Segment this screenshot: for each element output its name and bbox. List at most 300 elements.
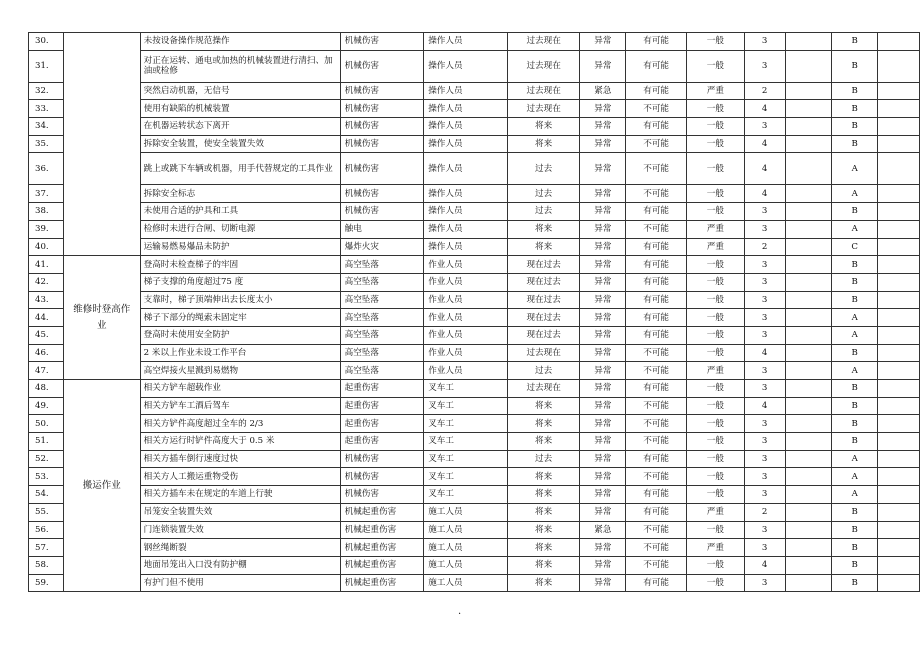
hazard-description: 相关方铲车工酒后驾车 bbox=[140, 397, 340, 415]
remark-cell bbox=[878, 574, 920, 592]
control-grade: B bbox=[832, 273, 878, 291]
likelihood: 不可能 bbox=[626, 539, 687, 557]
table-row bbox=[29, 309, 920, 327]
hazard-description: 在机器运转状态下离开 bbox=[140, 118, 340, 136]
affected-personnel: 作业人员 bbox=[424, 291, 508, 309]
condition-state: 异常 bbox=[580, 203, 626, 221]
condition-state: 异常 bbox=[580, 220, 626, 238]
remark-cell bbox=[878, 100, 920, 118]
affected-personnel: 叉车工 bbox=[424, 450, 508, 468]
control-grade: A bbox=[832, 326, 878, 344]
affected-personnel: 操作人员 bbox=[424, 100, 508, 118]
condition-state: 异常 bbox=[580, 503, 626, 521]
hazard-description: 钢丝绳断裂 bbox=[140, 539, 340, 557]
condition-state: 异常 bbox=[580, 397, 626, 415]
severity: 一般 bbox=[687, 100, 745, 118]
control-grade: B bbox=[832, 100, 878, 118]
risk-level: 3 bbox=[744, 326, 785, 344]
accident-type: 高空坠落 bbox=[340, 326, 424, 344]
risk-level: 3 bbox=[744, 273, 785, 291]
severity: 一般 bbox=[687, 33, 745, 51]
accident-type: 爆炸火灾 bbox=[340, 238, 424, 256]
accident-type: 机械伤害 bbox=[340, 468, 424, 486]
likelihood: 不可能 bbox=[626, 415, 687, 433]
affected-personnel: 作业人员 bbox=[424, 273, 508, 291]
accident-type: 机械伤害 bbox=[340, 33, 424, 51]
affected-personnel: 操作人员 bbox=[424, 238, 508, 256]
remark-cell bbox=[878, 344, 920, 362]
table-row bbox=[29, 153, 920, 185]
time-state: 过去现在 bbox=[507, 380, 580, 398]
risk-level: 4 bbox=[744, 135, 785, 153]
likelihood: 不可能 bbox=[626, 433, 687, 451]
remark-cell bbox=[878, 503, 920, 521]
table-row bbox=[29, 203, 920, 221]
severity: 一般 bbox=[687, 256, 745, 274]
blank-cell bbox=[785, 397, 832, 415]
row-number: 58. bbox=[29, 556, 64, 574]
hazard-description: 相关方人工搬运重物受伤 bbox=[140, 468, 340, 486]
hazard-description: 相关方插车未在规定的车道上行驶 bbox=[140, 486, 340, 504]
likelihood: 有可能 bbox=[626, 486, 687, 504]
likelihood: 有可能 bbox=[626, 380, 687, 398]
likelihood: 有可能 bbox=[626, 50, 687, 82]
blank-cell bbox=[785, 486, 832, 504]
accident-type: 起重伤害 bbox=[340, 433, 424, 451]
risk-level: 3 bbox=[744, 574, 785, 592]
blank-cell bbox=[785, 50, 832, 82]
risk-level: 3 bbox=[744, 362, 785, 380]
affected-personnel: 施工人员 bbox=[424, 521, 508, 539]
row-number: 52. bbox=[29, 450, 64, 468]
hazard-description: 登高时未使用安全防护 bbox=[140, 326, 340, 344]
severity: 严重 bbox=[687, 82, 745, 100]
table-row bbox=[29, 326, 920, 344]
severity: 一般 bbox=[687, 326, 745, 344]
likelihood: 有可能 bbox=[626, 450, 687, 468]
affected-personnel: 叉车工 bbox=[424, 468, 508, 486]
likelihood: 有可能 bbox=[626, 33, 687, 51]
likelihood: 不可能 bbox=[626, 135, 687, 153]
risk-level: 3 bbox=[744, 33, 785, 51]
risk-level: 3 bbox=[744, 50, 785, 82]
row-number: 35. bbox=[29, 135, 64, 153]
hazard-description: 相关方运行时铲件高度大于 0.5 米 bbox=[140, 433, 340, 451]
risk-level: 3 bbox=[744, 450, 785, 468]
severity: 严重 bbox=[687, 503, 745, 521]
blank-cell bbox=[785, 574, 832, 592]
condition-state: 异常 bbox=[580, 415, 626, 433]
control-grade: B bbox=[832, 503, 878, 521]
condition-state: 异常 bbox=[580, 100, 626, 118]
severity: 一般 bbox=[687, 291, 745, 309]
blank-cell bbox=[785, 238, 832, 256]
remark-cell bbox=[878, 433, 920, 451]
hazard-description: 吊笼安全装置失效 bbox=[140, 503, 340, 521]
accident-type: 机械伤害 bbox=[340, 450, 424, 468]
blank-cell bbox=[785, 468, 832, 486]
risk-level: 3 bbox=[744, 203, 785, 221]
hazard-description: 相关方铲件高度超过全车的 2/3 bbox=[140, 415, 340, 433]
severity: 一般 bbox=[687, 486, 745, 504]
condition-state: 异常 bbox=[580, 118, 626, 136]
control-grade: A bbox=[832, 468, 878, 486]
condition-state: 异常 bbox=[580, 556, 626, 574]
affected-personnel: 操作人员 bbox=[424, 118, 508, 136]
accident-type: 高空坠落 bbox=[340, 256, 424, 274]
risk-level: 4 bbox=[744, 185, 785, 203]
condition-state: 异常 bbox=[580, 380, 626, 398]
remark-cell bbox=[878, 415, 920, 433]
accident-type: 机械起重伤害 bbox=[340, 556, 424, 574]
time-state: 将来 bbox=[507, 521, 580, 539]
time-state: 将来 bbox=[507, 238, 580, 256]
blank-cell bbox=[785, 100, 832, 118]
control-grade: B bbox=[832, 380, 878, 398]
row-number: 33. bbox=[29, 100, 64, 118]
severity: 严重 bbox=[687, 238, 745, 256]
blank-cell bbox=[785, 362, 832, 380]
severity: 严重 bbox=[687, 362, 745, 380]
control-grade: B bbox=[832, 291, 878, 309]
likelihood: 有可能 bbox=[626, 203, 687, 221]
risk-level: 3 bbox=[744, 256, 785, 274]
severity: 一般 bbox=[687, 309, 745, 327]
remark-cell bbox=[878, 238, 920, 256]
table-row bbox=[29, 118, 920, 136]
likelihood: 有可能 bbox=[626, 256, 687, 274]
blank-cell bbox=[785, 203, 832, 221]
control-grade: A bbox=[832, 362, 878, 380]
control-grade: A bbox=[832, 153, 878, 185]
row-number: 48. bbox=[29, 380, 64, 398]
risk-level: 3 bbox=[744, 468, 785, 486]
hazard-description: 拆除安全装置，使安全装置失效 bbox=[140, 135, 340, 153]
likelihood: 有可能 bbox=[626, 309, 687, 327]
time-state: 将来 bbox=[507, 135, 580, 153]
hazard-description: 地面吊笼出入口没有防护棚 bbox=[140, 556, 340, 574]
hazard-description: 未按设备操作规范操作 bbox=[140, 33, 340, 51]
row-number: 32. bbox=[29, 82, 64, 100]
control-grade: A bbox=[832, 309, 878, 327]
control-grade: A bbox=[832, 486, 878, 504]
severity: 一般 bbox=[687, 433, 745, 451]
table-row bbox=[29, 574, 920, 592]
blank-cell bbox=[785, 415, 832, 433]
hazard-description: 未使用合适的护具和工具 bbox=[140, 203, 340, 221]
condition-state: 异常 bbox=[580, 433, 626, 451]
affected-personnel: 操作人员 bbox=[424, 33, 508, 51]
control-grade: B bbox=[832, 82, 878, 100]
affected-personnel: 叉车工 bbox=[424, 415, 508, 433]
hazard-description: 2 米以上作业未设工作平台 bbox=[140, 344, 340, 362]
remark-cell bbox=[878, 521, 920, 539]
blank-cell bbox=[785, 344, 832, 362]
row-number: 56. bbox=[29, 521, 64, 539]
likelihood: 不可能 bbox=[626, 556, 687, 574]
risk-level: 4 bbox=[744, 397, 785, 415]
activity-group-cell bbox=[63, 33, 140, 256]
control-grade: B bbox=[832, 256, 878, 274]
likelihood: 有可能 bbox=[626, 273, 687, 291]
likelihood: 不可能 bbox=[626, 153, 687, 185]
remark-cell bbox=[878, 220, 920, 238]
accident-type: 机械起重伤害 bbox=[340, 503, 424, 521]
accident-type: 机械伤害 bbox=[340, 185, 424, 203]
time-state: 过去现在 bbox=[507, 33, 580, 51]
severity: 一般 bbox=[687, 397, 745, 415]
row-number: 38. bbox=[29, 203, 64, 221]
remark-cell bbox=[878, 486, 920, 504]
table-row bbox=[29, 100, 920, 118]
control-grade: B bbox=[832, 344, 878, 362]
blank-cell bbox=[785, 153, 832, 185]
table-row bbox=[29, 397, 920, 415]
control-grade: B bbox=[832, 203, 878, 221]
accident-type: 机械伤害 bbox=[340, 203, 424, 221]
severity: 一般 bbox=[687, 521, 745, 539]
condition-state: 异常 bbox=[580, 450, 626, 468]
condition-state: 异常 bbox=[580, 486, 626, 504]
severity: 一般 bbox=[687, 344, 745, 362]
control-grade: B bbox=[832, 433, 878, 451]
table-row bbox=[29, 273, 920, 291]
time-state: 将来 bbox=[507, 539, 580, 557]
row-number: 55. bbox=[29, 503, 64, 521]
condition-state: 异常 bbox=[580, 326, 626, 344]
row-number: 51. bbox=[29, 433, 64, 451]
likelihood: 有可能 bbox=[626, 238, 687, 256]
hazard-description: 拆除安全标志 bbox=[140, 185, 340, 203]
risk-level: 2 bbox=[744, 82, 785, 100]
table-row bbox=[29, 450, 920, 468]
affected-personnel: 操作人员 bbox=[424, 203, 508, 221]
hazard-description: 相关方铲车超载作业 bbox=[140, 380, 340, 398]
control-grade: B bbox=[832, 397, 878, 415]
accident-type: 起重伤害 bbox=[340, 415, 424, 433]
accident-type: 高空坠落 bbox=[340, 344, 424, 362]
time-state: 过去 bbox=[507, 450, 580, 468]
table-row bbox=[29, 291, 920, 309]
remark-cell bbox=[878, 256, 920, 274]
time-state: 过去现在 bbox=[507, 100, 580, 118]
affected-personnel: 施工人员 bbox=[424, 556, 508, 574]
risk-level: 2 bbox=[744, 238, 785, 256]
severity: 一般 bbox=[687, 50, 745, 82]
accident-type: 起重伤害 bbox=[340, 397, 424, 415]
time-state: 将来 bbox=[507, 468, 580, 486]
blank-cell bbox=[785, 256, 832, 274]
time-state: 将来 bbox=[507, 220, 580, 238]
blank-cell bbox=[785, 326, 832, 344]
condition-state: 异常 bbox=[580, 309, 626, 327]
hazard-description: 梯子下部分的绳索未固定牢 bbox=[140, 309, 340, 327]
row-number: 31. bbox=[29, 50, 64, 82]
table-row bbox=[29, 539, 920, 557]
affected-personnel: 施工人员 bbox=[424, 539, 508, 557]
affected-personnel: 作业人员 bbox=[424, 326, 508, 344]
risk-level: 3 bbox=[744, 291, 785, 309]
row-number: 54. bbox=[29, 486, 64, 504]
hazard-description: 相关方插车倒行速度过快 bbox=[140, 450, 340, 468]
table-row bbox=[29, 135, 920, 153]
time-state: 现在过去 bbox=[507, 291, 580, 309]
blank-cell bbox=[785, 433, 832, 451]
time-state: 过去 bbox=[507, 185, 580, 203]
remark-cell bbox=[878, 539, 920, 557]
time-state: 将来 bbox=[507, 574, 580, 592]
severity: 严重 bbox=[687, 539, 745, 557]
likelihood: 不可能 bbox=[626, 397, 687, 415]
control-grade: B bbox=[832, 135, 878, 153]
accident-type: 机械伤害 bbox=[340, 153, 424, 185]
control-grade: B bbox=[832, 574, 878, 592]
hazard-description: 突然启动机器，无信号 bbox=[140, 82, 340, 100]
likelihood: 有可能 bbox=[626, 574, 687, 592]
affected-personnel: 叉车工 bbox=[424, 380, 508, 398]
remark-cell bbox=[878, 556, 920, 574]
likelihood: 不可能 bbox=[626, 521, 687, 539]
remark-cell bbox=[878, 450, 920, 468]
row-number: 41. bbox=[29, 256, 64, 274]
table-row bbox=[29, 433, 920, 451]
control-grade: B bbox=[832, 33, 878, 51]
likelihood: 不可能 bbox=[626, 344, 687, 362]
condition-state: 异常 bbox=[580, 468, 626, 486]
likelihood: 不可能 bbox=[626, 220, 687, 238]
control-grade: B bbox=[832, 521, 878, 539]
accident-type: 机械伤害 bbox=[340, 100, 424, 118]
condition-state: 紧急 bbox=[580, 82, 626, 100]
accident-type: 机械伤害 bbox=[340, 486, 424, 504]
hazard-description: 使用有缺陷的机械装置 bbox=[140, 100, 340, 118]
hazard-description: 运输易燃易爆品未防护 bbox=[140, 238, 340, 256]
accident-type: 高空坠落 bbox=[340, 362, 424, 380]
likelihood: 有可能 bbox=[626, 291, 687, 309]
row-number: 50. bbox=[29, 415, 64, 433]
table-row bbox=[29, 380, 920, 398]
row-number: 30. bbox=[29, 33, 64, 51]
blank-cell bbox=[785, 556, 832, 574]
time-state: 现在过去 bbox=[507, 273, 580, 291]
time-state: 将来 bbox=[507, 433, 580, 451]
table-row bbox=[29, 415, 920, 433]
control-grade: B bbox=[832, 118, 878, 136]
table-row bbox=[29, 82, 920, 100]
time-state: 将来 bbox=[507, 503, 580, 521]
time-state: 现在过去 bbox=[507, 256, 580, 274]
row-number: 42. bbox=[29, 273, 64, 291]
remark-cell bbox=[878, 362, 920, 380]
condition-state: 异常 bbox=[580, 185, 626, 203]
page-footer: . bbox=[458, 606, 462, 617]
row-number: 37. bbox=[29, 185, 64, 203]
hazard-assessment-table bbox=[28, 32, 920, 592]
accident-type: 机械伤害 bbox=[340, 135, 424, 153]
risk-level: 4 bbox=[744, 153, 785, 185]
accident-type: 机械起重伤害 bbox=[340, 539, 424, 557]
remark-cell bbox=[878, 82, 920, 100]
affected-personnel: 操作人员 bbox=[424, 135, 508, 153]
control-grade: B bbox=[832, 556, 878, 574]
remark-cell bbox=[878, 33, 920, 51]
severity: 严重 bbox=[687, 220, 745, 238]
affected-personnel: 操作人员 bbox=[424, 50, 508, 82]
time-state: 现在过去 bbox=[507, 309, 580, 327]
severity: 一般 bbox=[687, 468, 745, 486]
table-row bbox=[29, 503, 920, 521]
remark-cell bbox=[878, 273, 920, 291]
time-state: 过去现在 bbox=[507, 50, 580, 82]
blank-cell bbox=[785, 220, 832, 238]
hazard-description: 有护门但不使用 bbox=[140, 574, 340, 592]
affected-personnel: 作业人员 bbox=[424, 362, 508, 380]
hazard-description: 检修时未进行合闸、切断电源 bbox=[140, 220, 340, 238]
blank-cell bbox=[785, 309, 832, 327]
risk-level: 3 bbox=[744, 415, 785, 433]
risk-level: 3 bbox=[744, 309, 785, 327]
accident-type: 触电 bbox=[340, 220, 424, 238]
time-state: 将来 bbox=[507, 556, 580, 574]
hazard-description: 对正在运转、通电或加热的机械装置进行清扫、加油或检修 bbox=[140, 50, 340, 82]
affected-personnel: 施工人员 bbox=[424, 574, 508, 592]
hazard-description: 跳上或跳下车辆或机器，用手代替规定的工具作业 bbox=[140, 153, 340, 185]
control-grade: A bbox=[832, 450, 878, 468]
control-grade: B bbox=[832, 539, 878, 557]
affected-personnel: 施工人员 bbox=[424, 503, 508, 521]
table-body bbox=[29, 33, 920, 592]
activity-group-cell: 搬运作业 bbox=[63, 380, 140, 592]
condition-state: 异常 bbox=[580, 33, 626, 51]
condition-state: 紧急 bbox=[580, 521, 626, 539]
risk-level: 3 bbox=[744, 220, 785, 238]
accident-type: 机械伤害 bbox=[340, 82, 424, 100]
hazard-description: 梯子支撑的角度超过75 度 bbox=[140, 273, 340, 291]
condition-state: 异常 bbox=[580, 539, 626, 557]
hazard-description: 高空焊接火星溅到易燃物 bbox=[140, 362, 340, 380]
affected-personnel: 作业人员 bbox=[424, 309, 508, 327]
remark-cell bbox=[878, 203, 920, 221]
remark-cell bbox=[878, 185, 920, 203]
condition-state: 异常 bbox=[580, 256, 626, 274]
remark-cell bbox=[878, 291, 920, 309]
remark-cell bbox=[878, 153, 920, 185]
row-number: 45. bbox=[29, 326, 64, 344]
likelihood: 不可能 bbox=[626, 185, 687, 203]
affected-personnel: 叉车工 bbox=[424, 433, 508, 451]
blank-cell bbox=[785, 380, 832, 398]
likelihood: 有可能 bbox=[626, 82, 687, 100]
row-number: 44. bbox=[29, 309, 64, 327]
severity: 一般 bbox=[687, 415, 745, 433]
affected-personnel: 作业人员 bbox=[424, 344, 508, 362]
accident-type: 机械伤害 bbox=[340, 50, 424, 82]
accident-type: 机械伤害 bbox=[340, 118, 424, 136]
row-number: 34. bbox=[29, 118, 64, 136]
accident-type: 机械起重伤害 bbox=[340, 521, 424, 539]
affected-personnel: 操作人员 bbox=[424, 153, 508, 185]
time-state: 过去 bbox=[507, 362, 580, 380]
condition-state: 异常 bbox=[580, 153, 626, 185]
control-grade: A bbox=[832, 220, 878, 238]
table-row bbox=[29, 468, 920, 486]
blank-cell bbox=[785, 273, 832, 291]
table-row bbox=[29, 185, 920, 203]
time-state: 将来 bbox=[507, 118, 580, 136]
table-row bbox=[29, 521, 920, 539]
control-grade: B bbox=[832, 50, 878, 82]
condition-state: 异常 bbox=[580, 362, 626, 380]
